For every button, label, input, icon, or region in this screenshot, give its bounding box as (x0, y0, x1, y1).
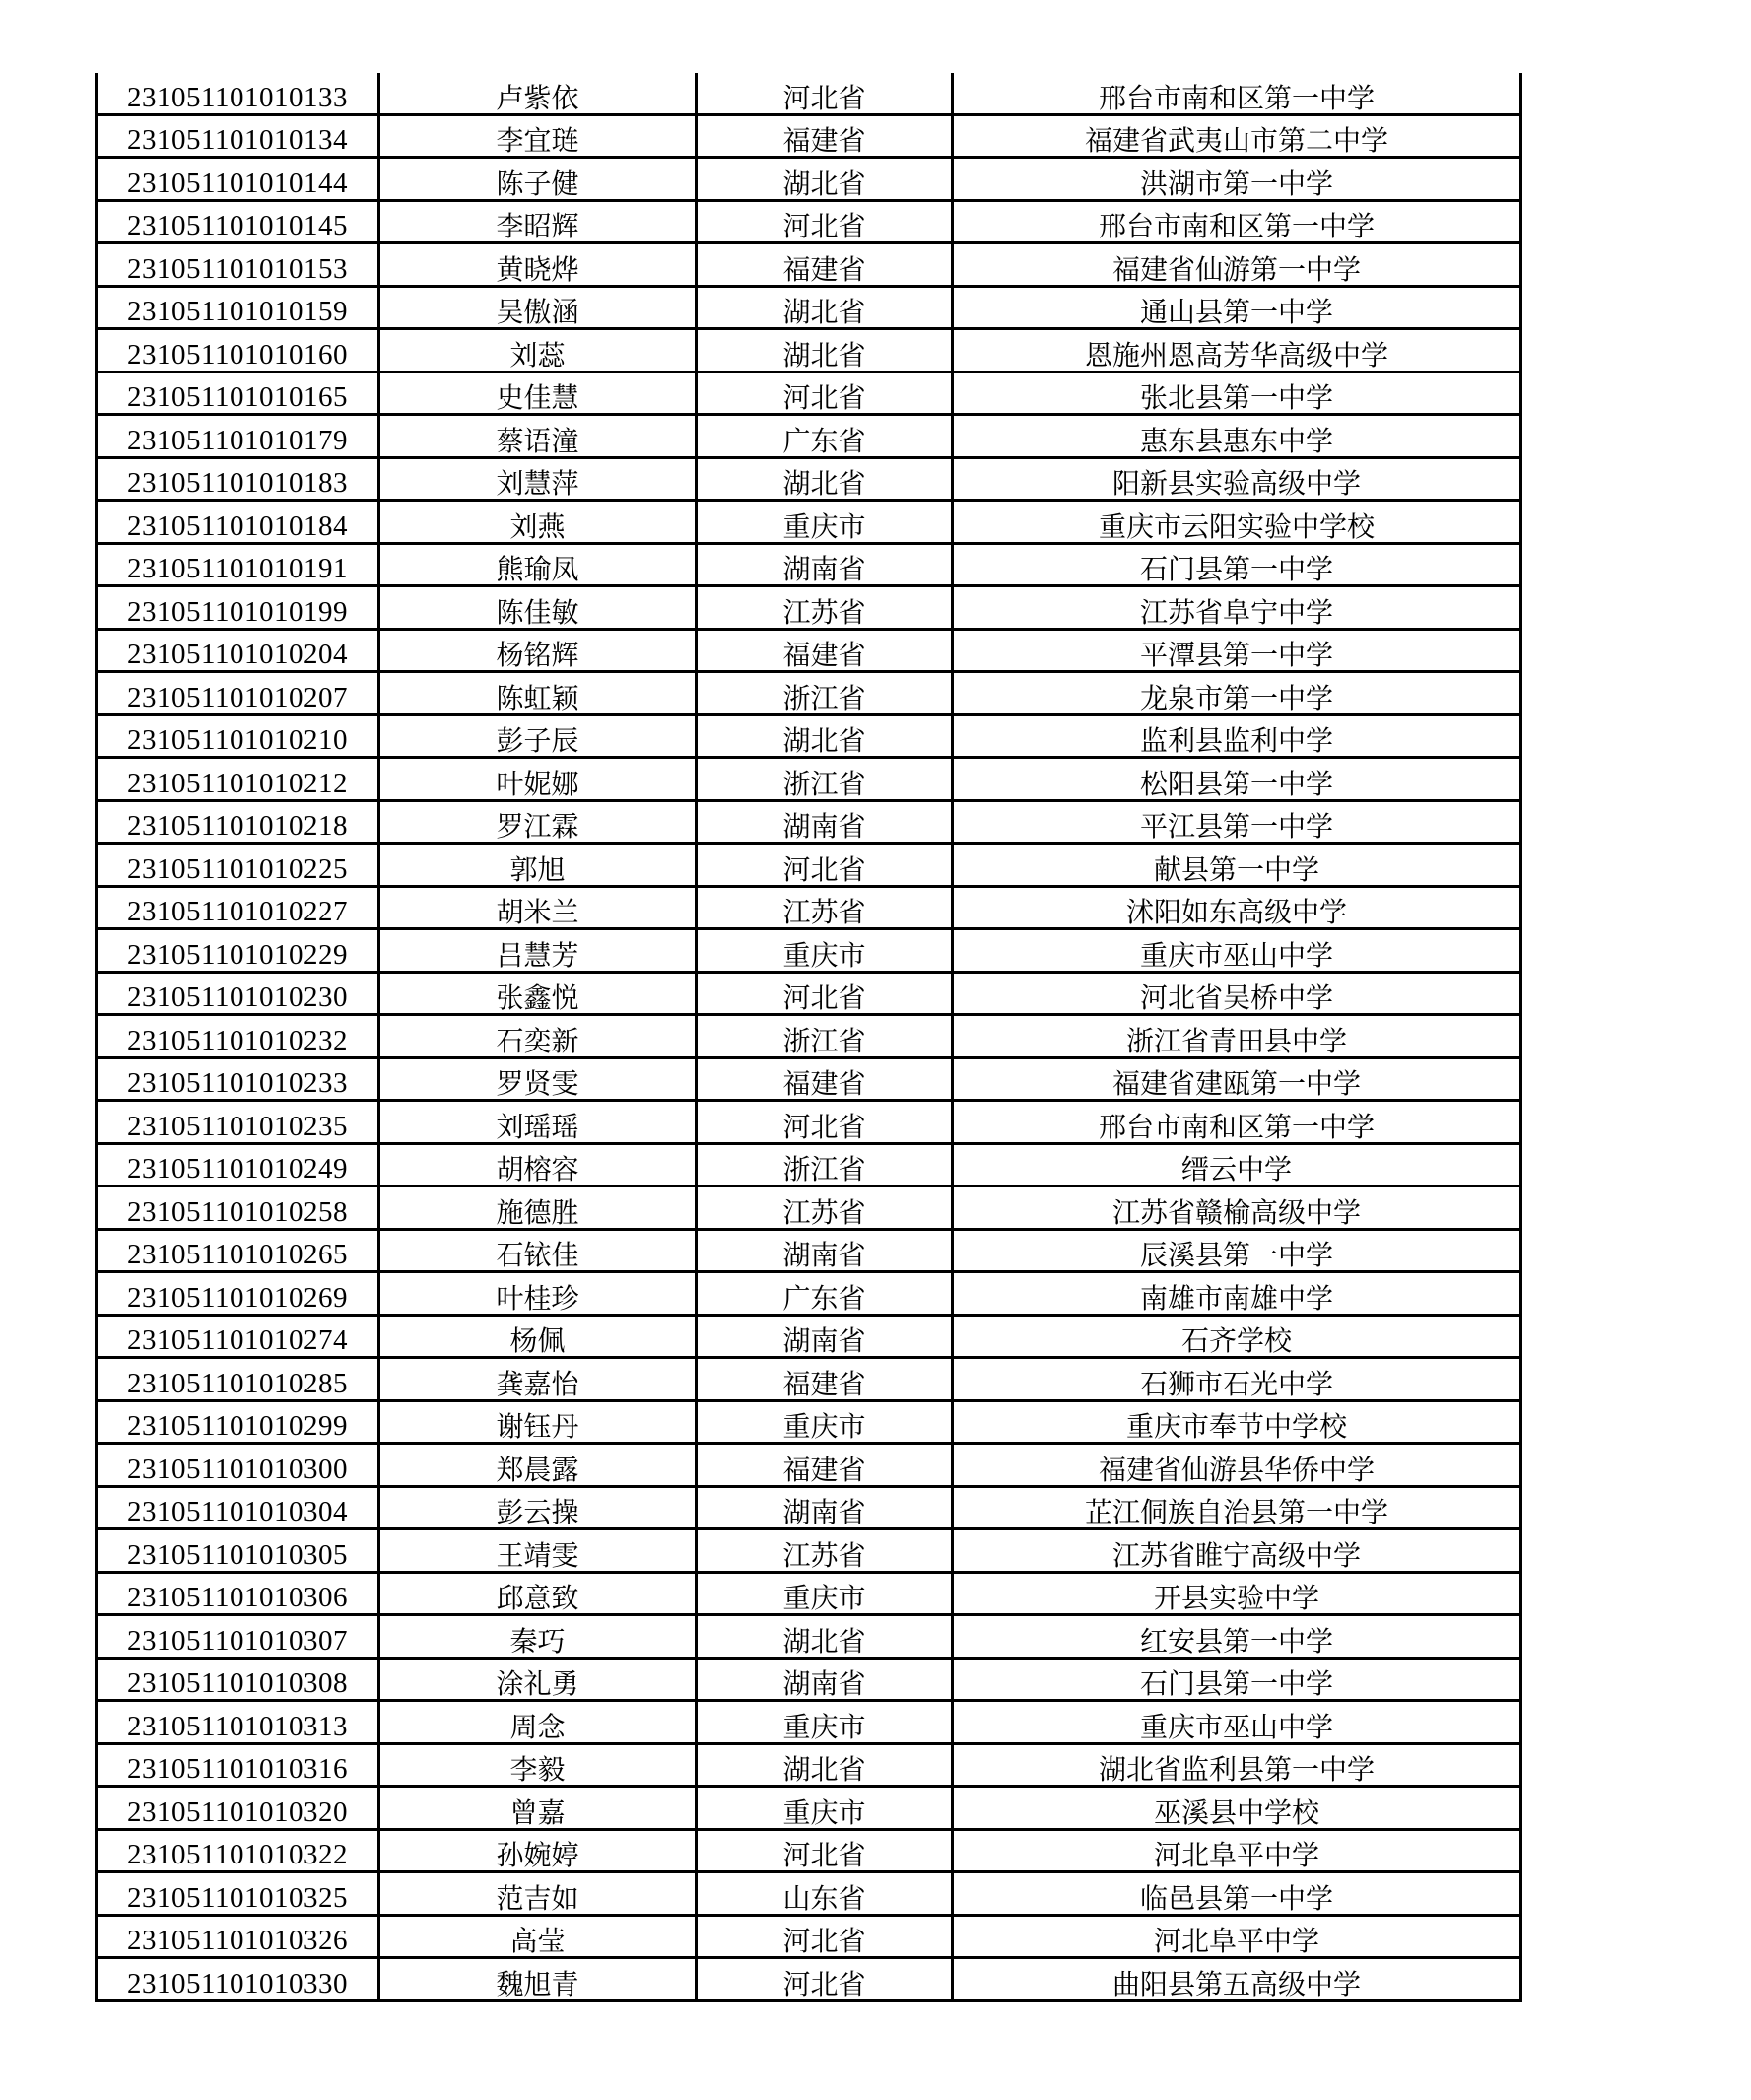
student-name-cell: 刘燕 (379, 501, 697, 544)
student-id-cell: 231051101010210 (97, 714, 379, 758)
table-row (97, 1315, 1521, 1358)
province-cell: 湖北省 (697, 158, 953, 201)
student-id-cell: 231051101010307 (97, 1615, 379, 1659)
student-id-cell: 231051101010134 (97, 114, 379, 158)
province-cell: 山东省 (697, 1872, 953, 1916)
province-cell: 浙江省 (697, 672, 953, 715)
province-cell: 江苏省 (697, 1186, 953, 1230)
table-row (97, 1529, 1521, 1573)
table-row (97, 543, 1521, 586)
province-cell: 重庆市 (697, 929, 953, 973)
student-name-cell: 李宜琏 (379, 114, 697, 158)
province-cell: 重庆市 (697, 1400, 953, 1444)
student-name-cell: 王靖雯 (379, 1529, 697, 1573)
student-id-cell: 231051101010269 (97, 1272, 379, 1316)
school-cell: 邢台市南和区第一中学 (953, 73, 1521, 114)
table-row (97, 1057, 1521, 1101)
province-cell: 湖北省 (697, 329, 953, 373)
table-row (97, 1400, 1521, 1444)
table-row (97, 629, 1521, 672)
table-row (97, 1186, 1521, 1230)
student-id-cell: 231051101010306 (97, 1572, 379, 1615)
school-cell: 福建省建瓯第一中学 (953, 1057, 1521, 1101)
student-name-cell: 施德胜 (379, 1186, 697, 1230)
school-cell: 江苏省赣榆高级中学 (953, 1186, 1521, 1230)
table-row (97, 1101, 1521, 1144)
student-id-cell: 231051101010144 (97, 158, 379, 201)
roster-body (97, 73, 1521, 2000)
student-name-cell: 孙婉婷 (379, 1829, 697, 1872)
student-name-cell: 郑晨露 (379, 1444, 697, 1487)
table-row (97, 844, 1521, 887)
province-cell: 浙江省 (697, 758, 953, 801)
table-row (97, 1143, 1521, 1186)
table-row (97, 200, 1521, 243)
table-row (97, 243, 1521, 287)
student-name-cell: 吕慧芳 (379, 929, 697, 973)
school-cell: 开县实验中学 (953, 1572, 1521, 1615)
student-name-cell: 石铱佳 (379, 1229, 697, 1272)
table-row (97, 714, 1521, 758)
student-id-cell: 231051101010133 (97, 73, 379, 114)
student-name-cell: 刘瑶瑶 (379, 1101, 697, 1144)
province-cell: 重庆市 (697, 501, 953, 544)
student-id-cell: 231051101010207 (97, 672, 379, 715)
school-cell: 邢台市南和区第一中学 (953, 1101, 1521, 1144)
table-row (97, 1272, 1521, 1316)
student-id-cell: 231051101010179 (97, 415, 379, 458)
school-cell: 恩施州恩高芳华高级中学 (953, 329, 1521, 373)
school-cell: 临邑县第一中学 (953, 1872, 1521, 1916)
table-row (97, 972, 1521, 1015)
student-id-cell: 231051101010153 (97, 243, 379, 287)
province-cell: 河北省 (697, 1829, 953, 1872)
student-name-cell: 吴傲涵 (379, 286, 697, 329)
province-cell: 湖北省 (697, 714, 953, 758)
student-id-cell: 231051101010274 (97, 1315, 379, 1358)
student-name-cell: 石奕新 (379, 1015, 697, 1058)
student-id-cell: 231051101010183 (97, 457, 379, 501)
school-cell: 石门县第一中学 (953, 1658, 1521, 1701)
student-id-cell: 231051101010165 (97, 372, 379, 415)
province-cell: 福建省 (697, 114, 953, 158)
province-cell: 湖南省 (697, 800, 953, 844)
table-row (97, 1015, 1521, 1058)
table-row (97, 457, 1521, 501)
table-row (97, 1872, 1521, 1916)
student-name-cell: 蔡语潼 (379, 415, 697, 458)
student-id-cell: 231051101010330 (97, 1958, 379, 2001)
school-cell: 河北省吴桥中学 (953, 972, 1521, 1015)
student-id-cell: 231051101010300 (97, 1444, 379, 1487)
school-cell: 监利县监利中学 (953, 714, 1521, 758)
student-name-cell: 李昭辉 (379, 200, 697, 243)
province-cell: 湖北省 (697, 457, 953, 501)
table-row (97, 372, 1521, 415)
student-id-cell: 231051101010230 (97, 972, 379, 1015)
school-cell: 张北县第一中学 (953, 372, 1521, 415)
student-name-cell: 彭子辰 (379, 714, 697, 758)
province-cell: 福建省 (697, 1358, 953, 1401)
student-name-cell: 郭旭 (379, 844, 697, 887)
province-cell: 重庆市 (697, 1701, 953, 1744)
school-cell: 献县第一中学 (953, 844, 1521, 887)
table-row (97, 158, 1521, 201)
province-cell: 广东省 (697, 415, 953, 458)
school-cell: 河北阜平中学 (953, 1829, 1521, 1872)
table-row (97, 73, 1521, 114)
table-row (97, 1701, 1521, 1744)
student-id-cell: 231051101010227 (97, 886, 379, 929)
student-name-cell: 刘蕊 (379, 329, 697, 373)
student-name-cell: 周念 (379, 1701, 697, 1744)
student-id-cell: 231051101010199 (97, 586, 379, 630)
student-name-cell: 龚嘉怡 (379, 1358, 697, 1401)
student-name-cell: 彭云操 (379, 1486, 697, 1529)
table-row (97, 1958, 1521, 2001)
school-cell: 浙江省青田县中学 (953, 1015, 1521, 1058)
student-name-cell: 范吉如 (379, 1872, 697, 1916)
table-row (97, 1743, 1521, 1787)
province-cell: 江苏省 (697, 586, 953, 630)
school-cell: 重庆市巫山中学 (953, 929, 1521, 973)
province-cell: 湖南省 (697, 1486, 953, 1529)
student-id-cell: 231051101010305 (97, 1529, 379, 1573)
table-row (97, 929, 1521, 973)
student-id-cell: 231051101010258 (97, 1186, 379, 1230)
school-cell: 巫溪县中学校 (953, 1787, 1521, 1830)
table-row (97, 1229, 1521, 1272)
school-cell: 通山县第一中学 (953, 286, 1521, 329)
student-id-cell: 231051101010249 (97, 1143, 379, 1186)
school-cell: 南雄市南雄中学 (953, 1272, 1521, 1316)
school-cell: 石狮市石光中学 (953, 1358, 1521, 1401)
school-cell: 河北阜平中学 (953, 1915, 1521, 1958)
province-cell: 浙江省 (697, 1143, 953, 1186)
student-name-cell: 涂礼勇 (379, 1658, 697, 1701)
table-row (97, 1829, 1521, 1872)
province-cell: 河北省 (697, 372, 953, 415)
student-id-cell: 231051101010191 (97, 543, 379, 586)
student-name-cell: 史佳慧 (379, 372, 697, 415)
school-cell: 平潭县第一中学 (953, 629, 1521, 672)
student-name-cell: 卢紫依 (379, 73, 697, 114)
school-cell: 重庆市云阳实验中学校 (953, 501, 1521, 544)
province-cell: 福建省 (697, 1444, 953, 1487)
student-id-cell: 231051101010204 (97, 629, 379, 672)
student-name-cell: 胡米兰 (379, 886, 697, 929)
school-cell: 福建省武夷山市第二中学 (953, 114, 1521, 158)
student-name-cell: 杨铭辉 (379, 629, 697, 672)
province-cell: 江苏省 (697, 1529, 953, 1573)
school-cell: 松阳县第一中学 (953, 758, 1521, 801)
student-name-cell: 高莹 (379, 1915, 697, 1958)
province-cell: 广东省 (697, 1272, 953, 1316)
province-cell: 湖南省 (697, 543, 953, 586)
student-id-cell: 231051101010285 (97, 1358, 379, 1401)
table-row (97, 329, 1521, 373)
table-row (97, 1658, 1521, 1701)
province-cell: 河北省 (697, 73, 953, 114)
student-name-cell: 胡榕容 (379, 1143, 697, 1186)
student-name-cell: 黄晓烨 (379, 243, 697, 287)
table-row (97, 800, 1521, 844)
province-cell: 湖南省 (697, 1658, 953, 1701)
student-name-cell: 曾嘉 (379, 1787, 697, 1830)
province-cell: 湖北省 (697, 286, 953, 329)
province-cell: 河北省 (697, 1101, 953, 1144)
student-id-cell: 231051101010299 (97, 1400, 379, 1444)
student-id-cell: 231051101010229 (97, 929, 379, 973)
province-cell: 河北省 (697, 1958, 953, 2001)
school-cell: 福建省仙游县华侨中学 (953, 1444, 1521, 1487)
student-id-cell: 231051101010212 (97, 758, 379, 801)
student-id-cell: 231051101010159 (97, 286, 379, 329)
student-name-cell: 叶妮娜 (379, 758, 697, 801)
student-id-cell: 231051101010316 (97, 1743, 379, 1787)
student-name-cell: 罗贤雯 (379, 1057, 697, 1101)
province-cell: 河北省 (697, 1915, 953, 1958)
student-name-cell: 陈佳敏 (379, 586, 697, 630)
table-row (97, 1787, 1521, 1830)
table-row (97, 1915, 1521, 1958)
student-id-cell: 231051101010308 (97, 1658, 379, 1701)
school-cell: 湖北省监利县第一中学 (953, 1743, 1521, 1787)
student-name-cell: 杨佩 (379, 1315, 697, 1358)
school-cell: 江苏省睢宁高级中学 (953, 1529, 1521, 1573)
student-name-cell: 陈虹颖 (379, 672, 697, 715)
student-name-cell: 魏旭青 (379, 1958, 697, 2001)
school-cell: 邢台市南和区第一中学 (953, 200, 1521, 243)
school-cell: 石齐学校 (953, 1315, 1521, 1358)
school-cell: 石门县第一中学 (953, 543, 1521, 586)
school-cell: 缙云中学 (953, 1143, 1521, 1186)
school-cell: 江苏省阜宁中学 (953, 586, 1521, 630)
student-name-cell: 谢钰丹 (379, 1400, 697, 1444)
student-id-cell: 231051101010320 (97, 1787, 379, 1830)
table-row (97, 758, 1521, 801)
school-cell: 芷江侗族自治县第一中学 (953, 1486, 1521, 1529)
roster-table (95, 73, 1522, 2002)
student-name-cell: 张鑫悦 (379, 972, 697, 1015)
student-id-cell: 231051101010304 (97, 1486, 379, 1529)
student-name-cell: 陈子健 (379, 158, 697, 201)
province-cell: 福建省 (697, 243, 953, 287)
school-cell: 平江县第一中学 (953, 800, 1521, 844)
student-id-cell: 231051101010265 (97, 1229, 379, 1272)
student-id-cell: 231051101010232 (97, 1015, 379, 1058)
table-row (97, 1615, 1521, 1659)
student-name-cell: 秦巧 (379, 1615, 697, 1659)
school-cell: 红安县第一中学 (953, 1615, 1521, 1659)
school-cell: 龙泉市第一中学 (953, 672, 1521, 715)
school-cell: 曲阳县第五高级中学 (953, 1958, 1521, 2001)
table-row (97, 1572, 1521, 1615)
province-cell: 重庆市 (697, 1787, 953, 1830)
table-row (97, 1444, 1521, 1487)
student-name-cell: 李毅 (379, 1743, 697, 1787)
province-cell: 浙江省 (697, 1015, 953, 1058)
school-cell: 沭阳如东高级中学 (953, 886, 1521, 929)
province-cell: 湖南省 (697, 1229, 953, 1272)
student-name-cell: 刘慧萍 (379, 457, 697, 501)
school-cell: 洪湖市第一中学 (953, 158, 1521, 201)
school-cell: 重庆市巫山中学 (953, 1701, 1521, 1744)
school-cell: 福建省仙游第一中学 (953, 243, 1521, 287)
student-id-cell: 231051101010313 (97, 1701, 379, 1744)
table-row (97, 586, 1521, 630)
table-row (97, 1486, 1521, 1529)
student-name-cell: 熊瑜凤 (379, 543, 697, 586)
table-row (97, 415, 1521, 458)
student-name-cell: 叶桂珍 (379, 1272, 697, 1316)
table-row (97, 286, 1521, 329)
student-name-cell: 邱意致 (379, 1572, 697, 1615)
province-cell: 湖南省 (697, 1315, 953, 1358)
table-row (97, 672, 1521, 715)
table-row (97, 1358, 1521, 1401)
student-id-cell: 231051101010326 (97, 1915, 379, 1958)
table-row (97, 886, 1521, 929)
province-cell: 重庆市 (697, 1572, 953, 1615)
student-id-cell: 231051101010322 (97, 1829, 379, 1872)
table-row (97, 501, 1521, 544)
student-name-cell: 罗江霖 (379, 800, 697, 844)
student-id-cell: 231051101010225 (97, 844, 379, 887)
province-cell: 河北省 (697, 844, 953, 887)
student-id-cell: 231051101010235 (97, 1101, 379, 1144)
school-cell: 惠东县惠东中学 (953, 415, 1521, 458)
student-id-cell: 231051101010233 (97, 1057, 379, 1101)
province-cell: 河北省 (697, 972, 953, 1015)
table-row (97, 114, 1521, 158)
province-cell: 湖北省 (697, 1743, 953, 1787)
student-id-cell: 231051101010160 (97, 329, 379, 373)
province-cell: 江苏省 (697, 886, 953, 929)
province-cell: 河北省 (697, 200, 953, 243)
school-cell: 重庆市奉节中学校 (953, 1400, 1521, 1444)
student-id-cell: 231051101010184 (97, 501, 379, 544)
province-cell: 福建省 (697, 1057, 953, 1101)
province-cell: 湖北省 (697, 1615, 953, 1659)
student-id-cell: 231051101010325 (97, 1872, 379, 1916)
student-id-cell: 231051101010145 (97, 200, 379, 243)
province-cell: 福建省 (697, 629, 953, 672)
school-cell: 辰溪县第一中学 (953, 1229, 1521, 1272)
school-cell: 阳新县实验高级中学 (953, 457, 1521, 501)
student-id-cell: 231051101010218 (97, 800, 379, 844)
